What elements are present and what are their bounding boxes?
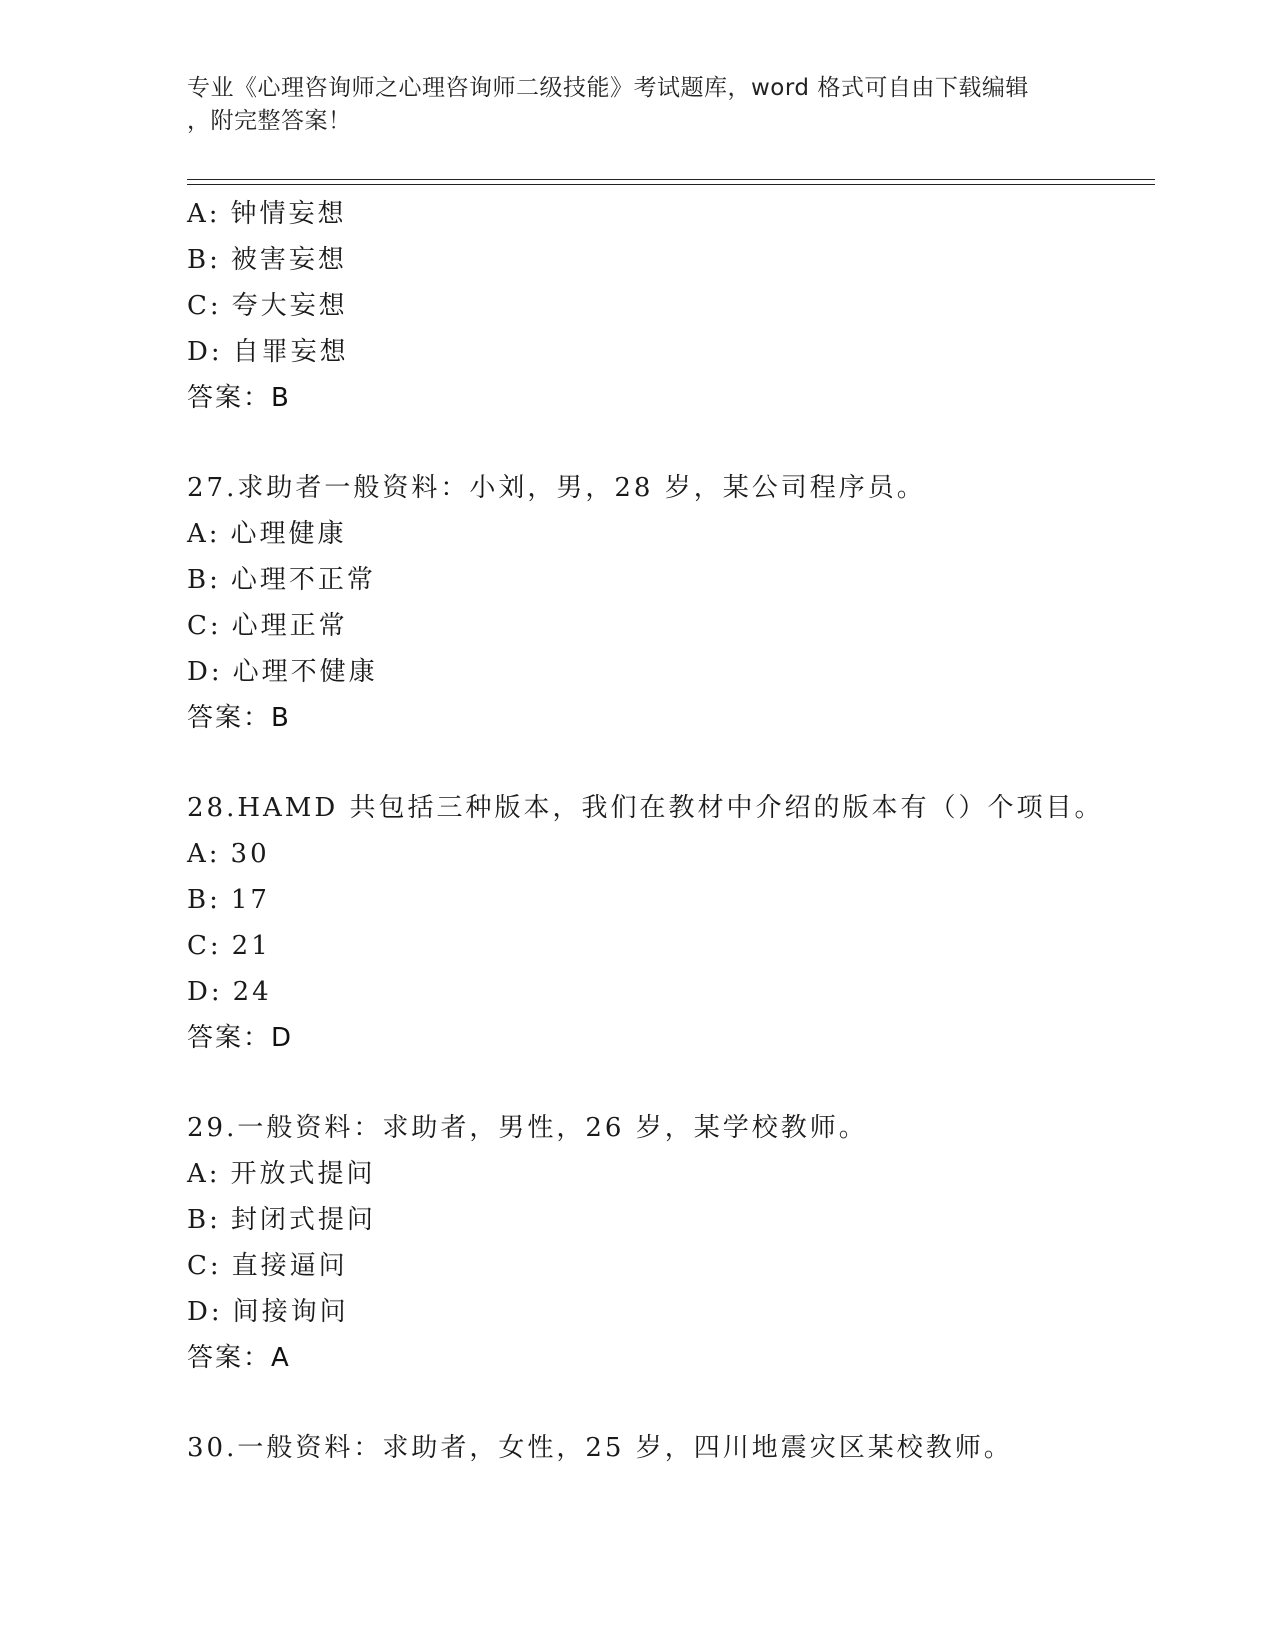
option-text: 17 (230, 885, 270, 915)
document-header (187, 72, 1067, 138)
option-text: 钟情妄想 (230, 199, 347, 229)
answer-line: 答案：B (187, 703, 291, 733)
option-key: B: (187, 885, 221, 915)
option-text: 心理不正常 (230, 565, 376, 595)
answer-line: 答案：D (187, 1023, 294, 1053)
option-key: C: (187, 611, 222, 641)
option-text: 被害妄想 (230, 245, 347, 275)
option-text: 24 (232, 977, 272, 1007)
option-key: A: (187, 199, 221, 229)
option-b (187, 557, 1155, 603)
option-key: C: (187, 931, 222, 961)
question-28 (187, 785, 1155, 1061)
option-key: D: (187, 337, 223, 367)
option-text: 30 (230, 839, 270, 869)
question-27 (187, 465, 1155, 741)
spacer (187, 1381, 1155, 1425)
option-key: B: (187, 245, 221, 275)
option-a (187, 1151, 1155, 1197)
question-stem: 30.一般资料：求助者，女性，25 岁，四川地震灾区某校教师。 (187, 1433, 1013, 1463)
question-stem: 27.求助者一般资料：小刘，男，28 岁，某公司程序员。 (187, 473, 926, 503)
option-key: A: (187, 839, 221, 869)
option-key: A: (187, 1159, 221, 1189)
option-key: B: (187, 1205, 221, 1235)
option-text: 心理不健康 (232, 657, 378, 687)
option-c (187, 603, 1155, 649)
header-title-line: 专业《心理咨询师之心理咨询师二级技能》考试题库，word 格式可自由下载编辑 (187, 75, 1029, 101)
option-key: A: (187, 519, 221, 549)
question-30 (187, 1425, 1155, 1471)
option-text: 21 (231, 931, 271, 961)
option-text: 封闭式提问 (230, 1205, 376, 1235)
option-d (187, 649, 1155, 695)
question-29 (187, 1105, 1155, 1381)
option-key: D: (187, 977, 223, 1007)
option-text: 开放式提问 (230, 1159, 376, 1189)
option-a (187, 191, 1155, 237)
option-text: 直接逼问 (231, 1251, 348, 1281)
question-stem: 29.一般资料：求助者，男性，26 岁，某学校教师。 (187, 1113, 868, 1143)
option-a (187, 511, 1155, 557)
option-c (187, 283, 1155, 329)
option-text: 心理健康 (230, 519, 347, 549)
option-key: D: (187, 1297, 223, 1327)
spacer (187, 1061, 1155, 1105)
spacer (187, 421, 1155, 465)
question-stem: 28.HAMD 共包括三种版本，我们在教材中介绍的版本有（）个项目。 (187, 793, 1104, 823)
header-subtitle-line: ，附完整答案！ (187, 108, 352, 134)
option-d (187, 329, 1155, 375)
option-b (187, 877, 1155, 923)
option-b (187, 237, 1155, 283)
option-b (187, 1197, 1155, 1243)
question-26 (187, 191, 1155, 421)
answer-line: 答案：A (187, 1343, 291, 1373)
option-text: 间接询问 (232, 1297, 349, 1327)
option-text: 心理正常 (231, 611, 348, 641)
option-text: 夸大妄想 (231, 291, 348, 321)
option-text: 自罪妄想 (232, 337, 349, 367)
option-key: C: (187, 291, 222, 321)
option-key: C: (187, 1251, 222, 1281)
spacer (187, 741, 1155, 785)
option-c (187, 1243, 1155, 1289)
header-divider-bottom (187, 184, 1155, 185)
option-c (187, 923, 1155, 969)
answer-line: 答案：B (187, 383, 291, 413)
option-d (187, 969, 1155, 1015)
option-a (187, 831, 1155, 877)
option-key: D: (187, 657, 223, 687)
question-list (187, 191, 1155, 1471)
option-d (187, 1289, 1155, 1335)
option-key: B: (187, 565, 221, 595)
header-divider-top (187, 179, 1155, 180)
